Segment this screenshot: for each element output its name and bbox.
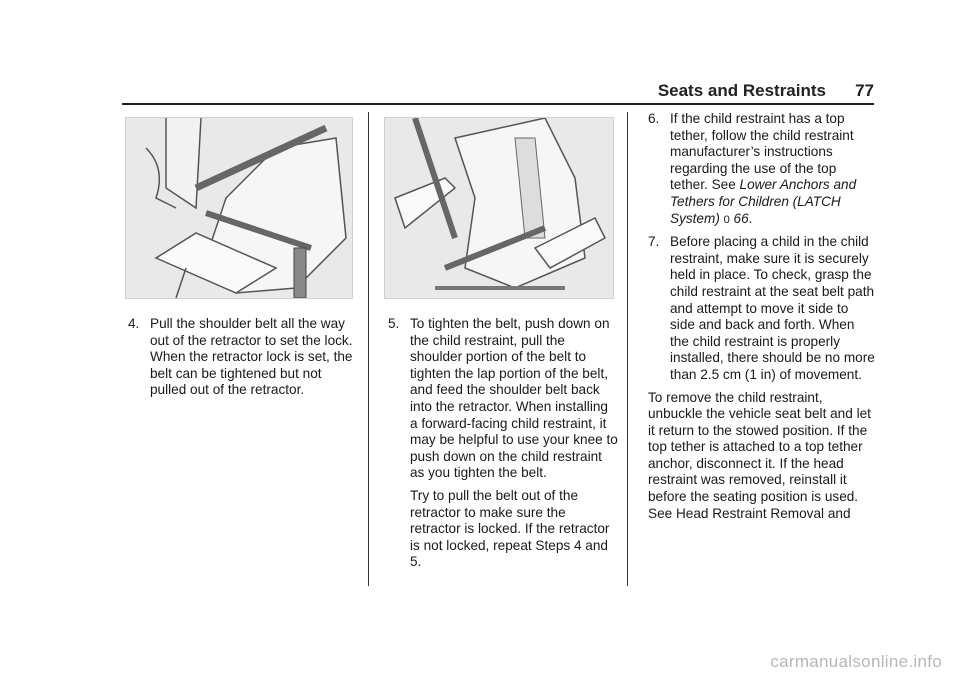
step-4-number: 4. <box>128 316 140 331</box>
page-header-title: Seats and Restraints <box>657 81 826 100</box>
step-6-body <box>670 111 876 228</box>
step-7 <box>648 234 876 383</box>
step-7-number: 7. <box>648 234 660 250</box>
step-5-number: 5. <box>388 316 400 331</box>
removal-paragraph: To remove the child restraint, unbuckle the vehicle seat belt and let it return to the stowed position. If the top tether is attached to a top tether anchor, disconnect it. If the head restraint was removed, reinstall it before the seating position is used. See Head Restraint Removal and <box>648 389 871 521</box>
column-divider-left <box>368 112 369 586</box>
illustration-seat-belt-pull <box>126 118 352 298</box>
step-5-followup: Try to pull the belt out of the retractor to make sure the retractor is locked. If the retractor is not locked, repeat Steps 4 and 5. <box>410 487 610 570</box>
column-3-text <box>648 111 876 522</box>
step-6 <box>648 111 876 228</box>
column-2-text <box>388 316 618 571</box>
illustration-tighten-belt <box>384 117 614 299</box>
latch-page-reference[interactable]: 66 <box>733 210 749 226</box>
page-reference-icon: 0 <box>723 213 730 226</box>
column-1-text <box>128 316 356 405</box>
step-6-number: 6. <box>648 111 660 126</box>
step-4 <box>128 316 356 399</box>
step-5-text: To tighten the belt, push down on the child restraint, pull the shoulder portion of the belt to tighten the lap portion of the belt, and feed the shoulder belt back into the retractor. When installing a forward-facing child restraint, it may be helpful to use your knee to push down on the child restraint as you tighten the belt. <box>410 316 618 481</box>
illustration-pull-shoulder-belt <box>125 117 353 299</box>
step-7-text: Before placing a child in the child restraint, make sure it is securely held in place. To check, grasp the child restraint at the seat belt path and attempt to move it side to side and back and forth. When the child restraint is properly installed, there should be no more than 2.5 cm (1 in) of movement. <box>670 234 875 382</box>
step-4-text: Pull the shoulder belt all the way out of the retractor to set the lock. When the retractor lock is set, the belt can be tightened but not pulled out of the retractor. <box>150 316 353 398</box>
step-6-text: If the child restraint has a top tether, follow the child restraint manufacturer’s instructions regarding the use of the top tether. See <box>670 111 854 193</box>
illustration-seat-belt-tighten <box>385 118 613 298</box>
footer-watermark: carmanualsonline.info <box>770 652 942 671</box>
latch-cross-reference[interactable]: Lower Anchors and Tethers for Children (LATCH System) <box>670 177 857 226</box>
column-divider-right <box>627 112 628 586</box>
step-5 <box>388 316 618 482</box>
page-number: 77 <box>855 81 874 100</box>
header-rule <box>122 103 874 105</box>
step-6-end: . <box>748 210 753 226</box>
